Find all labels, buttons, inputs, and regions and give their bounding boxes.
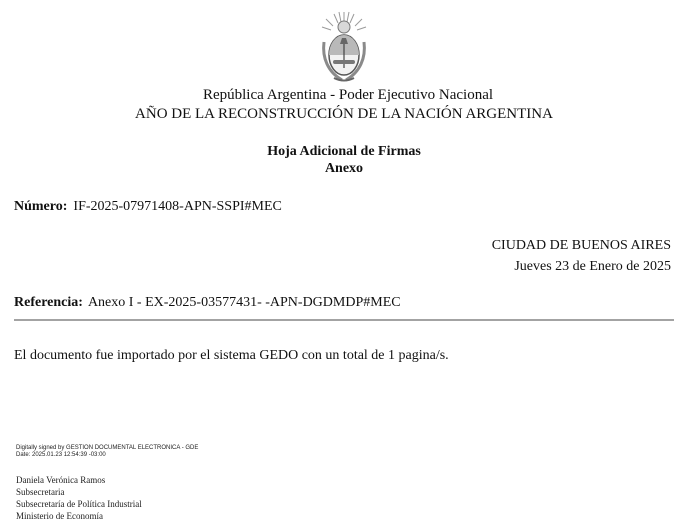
numero-value: IF-2025-07971408-APN-SSPI#MEC	[73, 199, 282, 214]
document-subtitle: Anexo	[324, 161, 364, 176]
coat-of-arms-icon	[316, 10, 372, 86]
city: CIUDAD DE BUENOS AIRES	[491, 238, 671, 253]
document-title: Hoja Adicional de Firmas	[267, 144, 421, 159]
header-year-motto: AÑO DE LA RECONSTRUCCIÓN DE LA NACIÓN ARGENTINA	[135, 106, 553, 122]
signer-role: Subsecretaria	[16, 487, 65, 497]
body-text: El documento fue importado por el sistema GEDO con un total de 1 pagina/s.	[14, 348, 449, 363]
signer-block	[16, 474, 142, 522]
referencia-label: Referencia:	[14, 295, 83, 310]
header-government-line: República Argentina - Poder Ejecutivo Nacional	[202, 87, 494, 103]
signer-ministry: Ministerio de Economía	[16, 511, 103, 521]
digital-signature-stamp	[16, 445, 198, 459]
numero-label: Número:	[14, 199, 68, 214]
digital-signature-date: Date: 2025.01.23 12:54:39 -03:00	[16, 452, 106, 458]
referencia-row	[14, 294, 401, 311]
numero-row	[14, 198, 282, 215]
referencia-value: Anexo I - EX-2025-03577431- -APN-DGDMDP#MEC	[87, 295, 401, 310]
signer-name: Daniela Verónica Ramos	[16, 475, 106, 485]
signer-office: Subsecretaría de Política Industrial	[16, 499, 142, 509]
digital-signature-line: Digitally signed by GESTION DOCUMENTAL ELECTRONICA - GDE	[16, 445, 199, 451]
divider	[14, 319, 674, 321]
date: Jueves 23 de Enero de 2025	[514, 259, 671, 274]
